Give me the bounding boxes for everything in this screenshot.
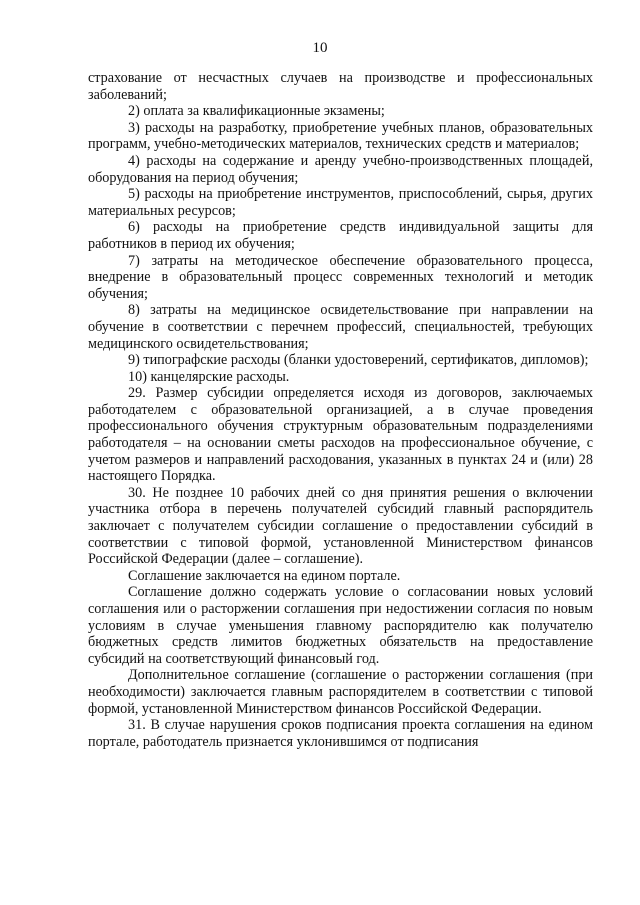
list-item-10: 10) канцелярские расходы.: [128, 368, 290, 385]
paragraph-portal: Соглашение заключается на едином портале.: [128, 567, 401, 584]
clause-30: 30. Не позднее 10 рабочих дней со дня принятия решения о включении участника отбора в перечень получателей субсидий главный распорядитель заключает с получателем субсидии соглашение о предоставлении субсидий в соответствии с типовой формой, установленной Министерством финансов Российской Федерации (далее – соглашение).: [88, 484, 593, 568]
list-item-3: 3) расходы на разработку, приобретение учебных планов, образовательных программ, учебно-методических материалов, технических средств и материалов;: [88, 119, 593, 153]
list-item-9: 9) типографские расходы (бланки удостоверений, сертификатов, дипломов);: [128, 352, 589, 369]
list-item-6: 6) расходы на приобретение средств индивидуальной защиты для работников в период их обучения;: [88, 219, 593, 252]
paragraph-continuation: страхование от несчастных случаев на производстве и профессиональных заболеваний;: [88, 70, 593, 103]
paragraph-additional-agreement: Дополнительное соглашение (соглашение о расторжении соглашения (при необходимости) заключается главным распорядителем в соответствии с типовой формой, установленной Министерством финансов Российской Федерации.: [88, 667, 593, 717]
list-item-4: 4) расходы на содержание и аренду учебно-производственных площадей, оборудования на период обучения;: [88, 152, 593, 186]
page-number: 10: [312, 40, 328, 56]
list-item-8: 8) затраты на медицинское освидетельствование при направлении на обучение в соответствии с перечнем профессий, специальностей, требующих медицинского освидетельствования;: [88, 302, 593, 352]
list-item-7: 7) затраты на методическое обеспечение образовательного процесса, внедрение в образовательный процесс современных технологий и методик обучения;: [88, 252, 593, 302]
clause-31: 31. В случае нарушения сроков подписания проекта соглашения на едином портале, работодатель признается уклонившимся от подписания: [88, 717, 593, 750]
clause-29: 29. Размер субсидии определяется исходя из договоров, заключаемых работодателем с образовательной организацией, а в случае проведения профессионального обучения структурным образовательным подразделениями работодателя – на основании сметы расходов на профессиональное обучение, с учетом размеров и направлений расходования, указанных в пунктах 24 и (или) 28 настоящего Порядка.: [88, 385, 593, 485]
paragraph-agreement-conditions: Соглашение должно содержать условие о согласовании новых условий соглашения или о расторжении соглашения при недостижении согласия по новым условиям в случае уменьшения главному распорядителю как получателю бюджетных средств лимитов бюджетных обязательств на предоставление субсидий на соответствующий финансовый год.: [88, 584, 593, 667]
list-item-5: 5) расходы на приобретение инструментов, приспособлений, сырья, других материальных ресурсов;: [88, 186, 593, 219]
list-item-2: 2) оплата за квалификационные экзамены;: [128, 103, 385, 120]
document-body: [88, 70, 593, 750]
